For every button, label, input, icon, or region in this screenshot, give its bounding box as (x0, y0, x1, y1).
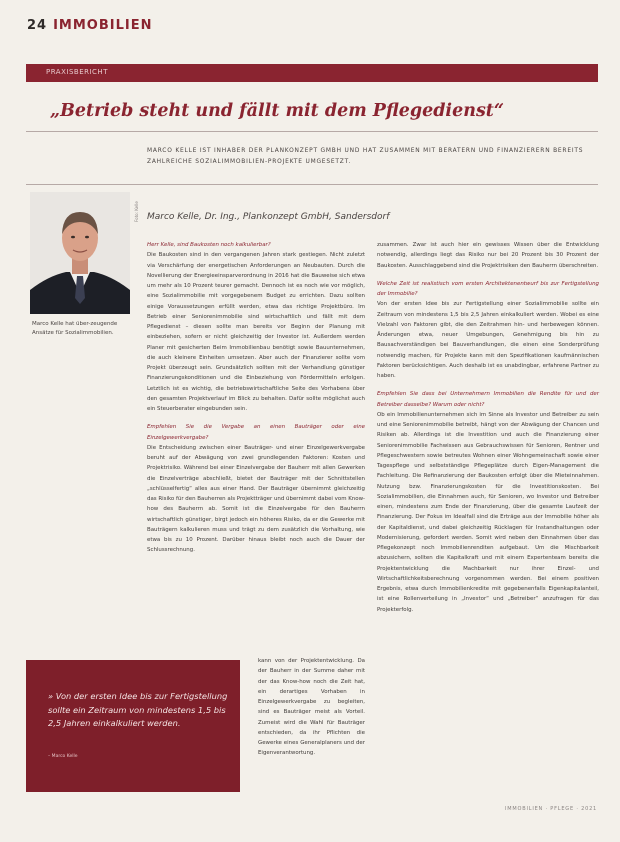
article-column-2 (377, 240, 599, 615)
divider (26, 184, 598, 185)
answer: Von der ersten Idee bis zur Fertigstellung einer Sozialimmobilie sollte ein Zeitraum von mindestens 1,5 bis 2,5 Jahren einkalkuliert werden. Wobei es eine Vielzahl von Faktoren gibt, die den Zeitrahmen hin- und herbewegen können. Änderungen etwa, neuer Umgebungen, Genehmigung bis hin zu Bausachverständigen bei Bauverhandlungen, die einen eine Sonderprüfung notwendig machen, für Projekte kann mit den Spezifikationen kaufmännischen Faktoren berücksichtigen. Auch deshalb ist es unabdingbar, erfahrene Partner zu haben. (377, 301, 599, 379)
page-number: 24 (27, 18, 48, 33)
article-title: „Betrieb steht und fällt mit dem Pflegedienst“ (50, 101, 504, 121)
pull-quote-source: – Marco Kelle (48, 754, 78, 759)
lead-text: MARCO KELLE IST INHABER DER PLANKONZEPT GMBH UND HAT ZUSAMMEN MIT BERATERN UND FINANZIERERN BEREITS ZAHLREICHE SOZIALIMMOBILIEN-PROJEKTE UMGESETZT. (147, 148, 584, 165)
page-footer: IMMOBILIEN · PFLEGE · 2021 (505, 806, 598, 812)
pull-quote-text: » Von der ersten Idee bis zur Fertigstellung sollte ein Zeitraum von mindestens 1,5 bis 2,5 Jahren einkalkuliert werden. (48, 691, 228, 728)
divider (26, 131, 598, 132)
answer: Die Entscheidung zwischen einer Bauträger- und einer Einzelgewerkvergabe beruht auf der Abwägung von zwei grundlegenden Faktoren: Kosten und Projektrisiko. Während bei einer Einzelvergabe der Bauherr mit allen Gewerken die Einzelverträge abschließt, bietet der Bauträger mit der Schnittstellen „schlüsselfertig“ alles aus einer Hand. Der Bauträger übernimmt gleichzeitig das Risiko für den Bauherren als Projektträger und übernimmt dabei vom Know-how des Bauherrn ab. Somit ist die Einzelvergabe für den Bauherrn wirtschaftlich günstiger, birgt jedoch ein höheres Risiko, da er die Gewerke mit Bauträgern kalkulieren muss und trägt zu dem zusätzlich die Vorhaltung, wie etwa bis zu 10 Prozent. Darüber hinaus bleibt noch auch die Dauer der Schlussrechnung. (147, 444, 365, 554)
photo-caption: Marco Kelle hat über-zeugende Ansätze für Sozialimmobilien. (32, 321, 118, 336)
question: Empfehlen Sie die Vergabe an einen Bauträger oder eine Einzelgewerkvergabe? (147, 424, 365, 441)
question: Welche Zeit ist realistisch vom ersten Architektenentwurf bis zur Fertigstellung der Immobilie? (377, 280, 599, 297)
author-line: Marco Kelle, Dr. Ing., Plankonzept GmbH, Sandersdorf (147, 212, 390, 222)
page-header (27, 18, 152, 33)
article-column-1 (147, 240, 365, 556)
answer: Ob ein Immobilienunternehmen sich im Sinne als Investor und Betreiber zu sein und eine Seniorenimmobilie betreibt, hängt von der Abwägung der Chancen und Risiken ab. Allerdings ist die Investition und auch die Finanzierung einer Seniorenimmobilie Fachwissen aus Gebrauchswissen für Senioren, Rentner und Pflegeschwestern sowie betreutes Wohnen einer Wohngemeinschaft sowie einer Tagespflege und selbstständige Pflegeplätze durch Eigen-Management die Fachleitung. Die Refinanzierung der Baukosten erfolgt über die Mieteinnahmen. Nutzung bzw. Finanzierungskosten für die Investitionskosten. Bei Sozialimmobilien, die Einnahmen auch, für Senioren, wo Investor und Betreiber einen, mindestens zum Ende der Finanzierung, über die gesamte Laufzeit der Finanzierung. Der Fokus im Idealfall sind die Erträge aus der Immobilie höher als der Kapitaldienst, und dabei gleichzeitig Rücklagen für Instandhaltungen oder Modernisierung, gefordert werden. Somit wird neben den Einnahmen über das Pflegekonzept noch Immobilienrenditen aufgebaut. Um die Mischbarkeit abzusichern, sollten die Kapitalkraft und mit einem Expertenteam bereits die Projektentwicklung die Machbarkeit nur ihrer Einzel- und Wirtschaftlichkeitsberechnung vorgenommen werden. Bei einem positiven Ergebnis, etwa durch Immobilienkredite mit gegebenenfalls Eigenkapitalanteil, ist eine Rollenverteilung in „Investor“ und „Betreiber“ anzufragen für das Projekterfolg. (377, 411, 599, 613)
author-photo (30, 192, 130, 314)
band-label: PRAXISBERICHT (46, 68, 108, 76)
question: Empfehlen Sie dass bei Unternehmern Immobilien die Rendite für und der Betreiber dasselbe? Warum oder nicht? (377, 391, 599, 408)
answer: Die Baukosten sind in den vergangenen Jahren stark gestiegen. Nicht zuletzt via Verschärfung der energetischen Anforderungen an Neubauten. Durch die Novellierung der Energieeinsparverordnung in 2016 hat die Bauweise sich etwa um mehr als 10 Prozent teurer gemacht. Dennoch ist es noch wie vor möglich, eine Sozialimmobilie mit vorgegebenem Budget zu errichten. Dazu sollten einige Voraussetzungen erfüllt werden, etwa das richtige Projektbüro. Im Betrieb einer Seniorenimmobilie sind wirtschaftlich und fällt mit dem Pflegedienst – diesen sollte man bereits vor Beginn der Planung mit einbeziehen, sofern er nicht gleichzeitig der Investor ist. Außerdem werden Planer mit gesicherten Beim Immobilienbau benötigt sowie Bauunternehmen, die auch kleinere Einheiten umsetzen. Aber auch der Finanzierer sollte vom Projekt überzeugt sein. Grundsätzlich sollten mit der Verhandlung günstiger Finanzierungskonditionen und die Einbeziehung von Fördermitteln erfolgen. Letztlich ist es wichtig, die betriebswirtschaftliche Seite des Vorhabens über den gesamten Projektverlauf im Blick zu behalten. Dafür sollte möglichst auch ein Steuerberater eingebunden sein. (147, 252, 365, 412)
photo-credit: Foto: Kelle (134, 201, 139, 222)
answer: zusammen. Zwar ist auch hier ein gewisses Wissen über die Entwicklung notwendig, allerdings liegt das Risiko nur bei 20 Prozent bis 30 Prozent der Baukosten. Ausschlaggebend sind die Projektrisiken den Bauherrn überschreiten. (377, 242, 599, 269)
section-band (26, 64, 598, 82)
pull-quote-box (26, 660, 240, 792)
article-column-1-continued: kann von der Projektentwicklung. Da der Bauherr in der Summe daher mit der das Know-how noch die Zeit hat, ein derartiges Vorhaben in Einzelgewerkvergabe zu begleiten, sind es Bauträger meist als Vorteil. Zumeist wird die Wahl für Bauträger entschieden, da ihr Pflichten die Gewerke eines Generalplaners und der Eigenverantwortung. (258, 658, 365, 757)
section-title: IMMOBILIEN (53, 18, 153, 33)
question: Herr Kelle, sind Baukosten noch kalkulierbar? (147, 242, 271, 248)
